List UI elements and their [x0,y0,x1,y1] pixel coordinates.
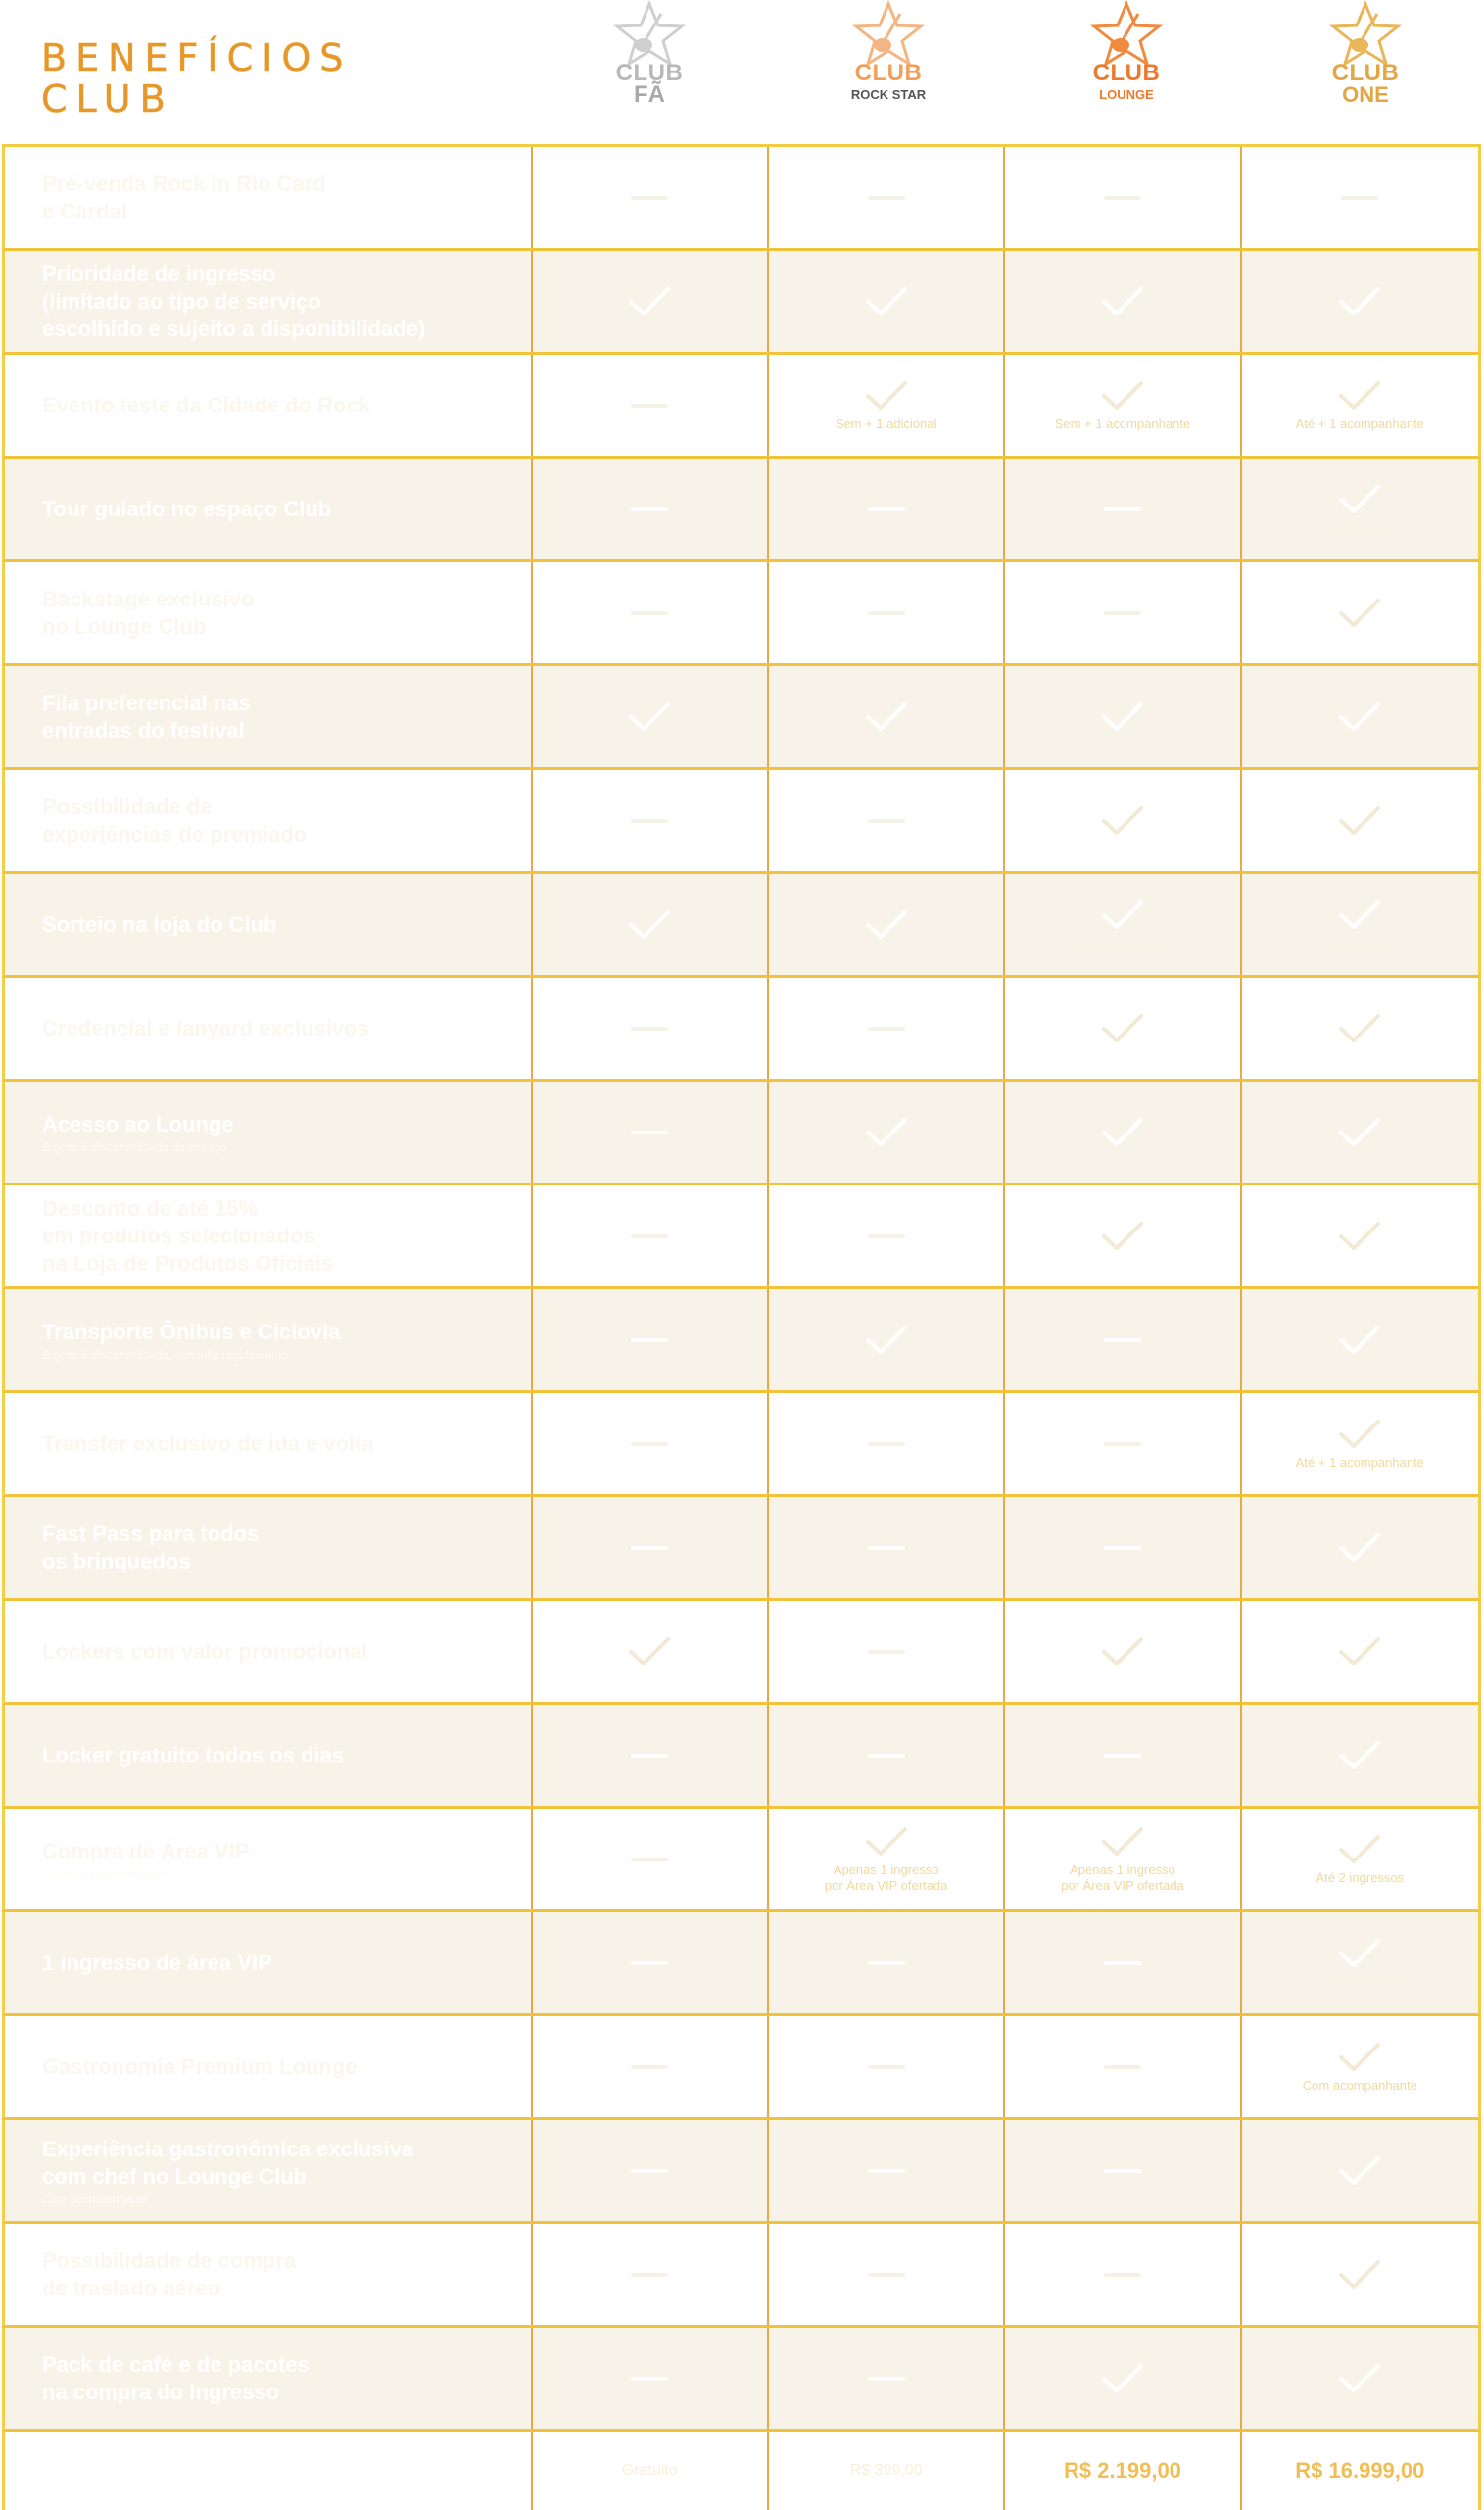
plan-tier: LOUNGE [1099,87,1154,102]
table-row [2,1289,1481,1393]
benefit-cell [769,770,1005,871]
table-row [2,2328,1481,2432]
benefit-label: Fila preferencial nas entradas do festival [42,690,251,743]
check-icon [627,285,672,318]
benefit-note: Sujeito à disponibilidade, consulte regulamento [42,1347,288,1362]
benefit-cell [1242,1082,1478,1183]
cell-note: Apenas 1 ingresso por Área VIP ofertada [1061,1861,1184,1893]
benefit-cell [1005,1393,1241,1494]
benefit-cell [769,1601,1005,1702]
dash-icon [631,404,668,408]
benefit-cell [533,562,769,663]
benefit-cell [533,978,769,1079]
dash-icon [631,1234,668,1238]
benefit-label: Fast Pass para todos os brinquedos [42,1520,260,1573]
dash-icon [631,507,668,511]
benefit-cell [1005,459,1241,559]
plan-tier: ONE [1342,82,1389,107]
cell-note: Apenas 1 ingresso por Área VIP ofertada [824,1861,948,1893]
check-icon [1337,2154,1382,2188]
check-icon [864,1116,909,1149]
check-icon [864,908,909,941]
benefit-cell [1005,1185,1241,1286]
benefit-cell [769,1809,1005,1909]
benefit-label-cell [5,874,533,975]
dash-icon [631,1858,668,1861]
benefit-label: Transfer exclusivo de ida e volta [42,1430,374,1456]
dash-icon [1104,1546,1141,1550]
star-guitar-icon [849,0,928,69]
dash-icon [1341,196,1378,200]
check-icon [1100,1012,1145,1045]
benefit-cell [1005,2016,1241,2117]
plan-logo-1 [531,0,768,143]
benefit-cell [1005,1289,1241,1390]
benefit-cell [1242,147,1478,248]
plan-price: R$ 2.199,00 [1064,2458,1181,2483]
benefit-label: Sorteio na loja do Club [42,911,277,937]
dash-icon [868,611,905,615]
benefit-cell [1005,978,1241,1079]
dash-icon [1104,611,1141,615]
benefit-cell [1242,1497,1478,1598]
dash-icon [868,2169,905,2173]
table-row [2,1601,1481,1705]
dash-icon [631,2273,668,2277]
benefit-cell [769,1912,1005,2013]
benefit-cell [533,1185,769,1286]
table-row [2,770,1481,874]
benefit-cell [1005,147,1241,248]
benefit-label-cell [5,978,533,1079]
plan-price: R$ 399,00 [849,2462,923,2479]
benefit-label: Lockers com valor promocional [42,1638,368,1664]
benefit-cell [1005,2120,1241,2221]
benefit-label-cell [5,251,533,352]
dash-icon [1104,1442,1141,1446]
dash-icon [868,2065,905,2069]
check-icon [1337,379,1382,412]
benefit-label: Evento teste da Cidade do Rock [42,392,370,417]
table-row [2,1705,1481,1809]
check-icon [1337,1116,1382,1149]
benefit-cell [1242,562,1478,663]
benefit-label-cell [5,459,533,559]
benefit-cell [1005,1809,1241,1909]
plan-name: CLUB [615,60,684,86]
benefit-label: Credencial e lanyard exclusivos [42,1015,369,1040]
benefit-cell [769,251,1005,352]
benefit-cell [1242,1809,1478,1909]
benefit-cell [1242,459,1478,559]
benefit-label: Compra de Área VIP [42,1838,250,1863]
benefit-label-cell [5,562,533,663]
benefit-cell [533,459,769,559]
benefit-cell [1242,2328,1478,2429]
price-cell [769,2432,1005,2510]
plan-name: CLUB [1092,60,1161,86]
dash-icon [868,1546,905,1550]
table-row [2,147,1481,251]
check-icon [1100,1825,1145,1858]
benefit-label-cell [5,770,533,871]
check-icon [1337,2362,1382,2395]
benefit-cell [533,1289,769,1390]
header [0,0,1484,143]
benefit-cell [1242,1912,1478,2013]
benefit-label: Gastronomia Premium Lounge [42,2053,358,2079]
dash-icon [1104,196,1141,200]
benefit-cell [533,1601,769,1702]
table-row [2,874,1481,978]
benefit-note: Sujeito à disponibilidade de espaço [42,1139,227,1154]
benefit-cell [1242,874,1478,975]
dash-icon [1104,1338,1141,1342]
cell-note: Com acompanhante [1302,519,1417,535]
dash-icon [1104,2065,1141,2069]
benefit-cell [769,1289,1005,1390]
dash-icon [631,1131,668,1134]
table-row [2,1809,1481,1912]
dash-icon [631,611,668,615]
dash-icon [868,1027,905,1031]
benefit-cell [769,874,1005,975]
check-icon [1337,1531,1382,1565]
benefit-label-cell [5,1912,533,2013]
benefit-cell [1242,1185,1478,1286]
benefit-label-cell [5,2328,533,2429]
table-row [2,251,1481,355]
benefit-cell [533,2120,769,2221]
check-icon [1100,700,1145,734]
benefit-label: Transporte Ônibus e Ciclovia [42,1319,341,1344]
check-icon [1337,1833,1382,1866]
benefit-label-cell [5,1185,533,1286]
check-icon [1100,2362,1145,2395]
benefit-label: 1 ingresso de área VIP [42,1950,272,1975]
cell-note: Sem + 1 acompanhante [1054,415,1191,431]
dash-icon [868,2377,905,2381]
benefits-table [2,144,1481,2510]
price-cell [1242,2432,1478,2510]
plan-name: CLUB [1331,60,1400,86]
cell-note: Com acompanhante [1302,1973,1417,1989]
plan-price: Gratuito [621,2462,678,2479]
benefit-cell [533,147,769,248]
check-icon [1337,483,1382,516]
plan-tier: FÃ [634,81,665,108]
dash-icon [631,1027,668,1031]
benefit-cell [769,562,1005,663]
dash-icon [868,819,905,823]
benefit-cell [1005,874,1241,975]
check-icon [627,908,672,941]
benefit-cell [533,666,769,767]
benefit-cell [533,1497,769,1598]
benefit-note: Sujeito à disponibilidade [42,1866,169,1881]
dash-icon [631,2169,668,2173]
benefit-label: Desconto de até 15% em produtos selecionados na Loja de Produtos Oficiais [42,1195,334,1276]
check-icon [627,1635,672,1668]
benefit-cell [769,355,1005,456]
benefit-label-cell [5,2016,533,2117]
benefit-label: Tour guiado no espaço Club [42,496,332,521]
benefit-cell [769,2224,1005,2325]
dash-icon [1104,507,1141,511]
dash-icon [631,1546,668,1550]
benefit-cell [1005,2328,1241,2429]
cell-note: Com acompanhante [1302,2077,1417,2093]
plan-logo-3 [1008,0,1245,143]
dash-icon [868,2273,905,2277]
benefit-cell [533,1393,769,1494]
benefit-label-cell [5,2120,533,2221]
check-icon [1337,700,1382,734]
table-row [2,1393,1481,1497]
check-icon [864,1324,909,1357]
check-icon [1337,1635,1382,1668]
benefit-cell [1242,2224,1478,2325]
cell-note: Até + 1 acompanhante [1295,1454,1424,1470]
check-icon [1337,804,1382,838]
benefit-label-cell [5,1393,533,1494]
check-icon [1337,2258,1382,2292]
benefit-label: Possibilidade de compra de traslado aéreo [42,2247,297,2300]
table-row [2,2120,1481,2224]
plan-logo-2 [770,0,1007,143]
benefit-label-cell [5,1082,533,1183]
benefit-cell [769,2120,1005,2221]
check-icon [864,379,909,412]
benefit-cell [1242,1705,1478,1806]
dash-icon [868,1961,905,1965]
benefit-cell [769,1185,1005,1286]
check-icon [1100,1635,1145,1668]
benefit-cell [1005,2224,1241,2325]
benefit-cell [769,147,1005,248]
check-icon [1337,2041,1382,2074]
cell-note: Com acompanhante [1065,935,1180,950]
benefit-cell [769,1705,1005,1806]
benefit-cell [533,251,769,352]
benefit-cell [769,1393,1005,1494]
benefit-cell [1242,978,1478,1079]
benefit-cell [1005,251,1241,352]
price-cell [533,2432,769,2510]
check-icon [1100,898,1145,932]
benefit-cell [533,2328,769,2429]
check-icon [864,700,909,734]
check-icon [1337,1418,1382,1451]
benefit-cell [769,1497,1005,1598]
dash-icon [1104,1754,1141,1758]
benefit-cell [1005,355,1241,456]
benefit-cell [1242,1601,1478,1702]
dash-icon [1104,2273,1141,2277]
benefit-label-cell [5,355,533,456]
benefit-cell [533,1705,769,1806]
benefit-cell [1242,1289,1478,1390]
benefit-cell [1242,251,1478,352]
dash-icon [631,196,668,200]
benefit-label-cell [5,2224,533,2325]
benefit-label-cell [5,1497,533,1598]
benefit-cell [1005,1497,1241,1598]
cell-note: Com acompanhante [1302,935,1417,950]
benefit-cell [769,978,1005,1079]
check-icon [1100,1220,1145,1253]
benefit-cell [1242,770,1478,871]
benefit-cell [1005,770,1241,871]
star-guitar-icon [610,0,689,69]
plan-logo-4 [1247,0,1484,143]
check-icon [1100,1116,1145,1149]
benefit-label: Prioridade de ingresso (limitado ao tipo de serviço escolhido e sujeito a disponibilidade) [42,261,426,341]
benefit-cell [769,1082,1005,1183]
check-icon [1337,1220,1382,1253]
dash-icon [631,2377,668,2381]
table-row [2,1497,1481,1601]
cell-note: Sem + 1 adicional [835,415,937,431]
check-icon [1337,1012,1382,1045]
dash-icon [631,2065,668,2069]
price-row-spacer [5,2432,533,2510]
benefit-label-cell [5,1809,533,1909]
dash-icon [1104,1961,1141,1965]
cell-note: Até 2 ingressos [1316,1869,1405,1885]
dash-icon [631,1442,668,1446]
dash-icon [631,1961,668,1965]
benefit-cell [533,1082,769,1183]
page-title [41,37,352,120]
benefit-cell [1242,355,1478,456]
benefit-label-cell [5,147,533,248]
benefit-cell [533,1912,769,2013]
table-row [2,978,1481,1082]
star-guitar-icon [1326,0,1405,69]
benefit-cell [533,2016,769,2117]
benefit-cell [1242,666,1478,767]
benefit-cell [769,459,1005,559]
benefit-cell [533,1809,769,1909]
table-row [2,1912,1481,2016]
check-icon [1337,1937,1382,1970]
table-row [2,2016,1481,2120]
cell-note: Até + 1 acompanhante [1295,415,1424,431]
table-row [2,1185,1481,1289]
check-icon [1100,804,1145,838]
dash-icon [631,1754,668,1758]
benefit-cell [769,666,1005,767]
dash-icon [868,507,905,511]
title-line-1: BENEFÍCIOS [41,36,353,79]
price-row [2,2432,1481,2510]
benefit-note: Com acompanhante [42,2192,149,2206]
benefit-cell [1005,1912,1241,2013]
benefit-label: Pack de café e de pacotes na compra do Ingresso [42,2351,310,2404]
dash-icon [868,1234,905,1238]
check-icon [864,285,909,318]
dash-icon [631,1338,668,1342]
benefit-cell [533,2224,769,2325]
benefit-cell [769,2328,1005,2429]
dash-icon [868,1442,905,1446]
table-row [2,355,1481,459]
benefit-label: Backstage exclusivo no Lounge Club [42,586,255,639]
benefit-cell [1005,1705,1241,1806]
check-icon [1100,379,1145,412]
benefit-cell [1005,562,1241,663]
check-icon [1337,898,1382,932]
benefit-label: Locker gratuito todos os dias [42,1742,345,1767]
dash-icon [868,196,905,200]
check-icon [627,700,672,734]
check-icon [1337,1324,1382,1357]
benefit-cell [1005,1082,1241,1183]
check-icon [1337,285,1382,318]
dash-icon [631,819,668,823]
benefit-cell [1005,1601,1241,1702]
dash-icon [868,1650,905,1654]
check-icon [1337,597,1382,630]
table-row [2,666,1481,770]
benefit-cell [533,355,769,456]
plan-tier: ROCK STAR [850,87,927,102]
plan-price: R$ 16.999,00 [1295,2458,1425,2483]
price-cell [1005,2432,1241,2510]
benefit-cell [1005,666,1241,767]
table-row [2,562,1481,666]
benefit-cell [533,874,769,975]
dash-icon [1104,2169,1141,2173]
benefit-cell [1242,2120,1478,2221]
benefit-label: Experiência gastronômica exclusiva com chef no Lounge Club [42,2136,414,2189]
benefit-cell [533,770,769,871]
benefit-label-cell [5,1289,533,1390]
table-row [2,1082,1481,1185]
benefit-cell [1242,1393,1478,1494]
benefit-cell [769,2016,1005,2117]
benefit-label-cell [5,1601,533,1702]
table-row [2,459,1481,562]
star-guitar-icon [1087,0,1166,69]
benefit-label: Acesso ao Lounge [42,1111,234,1136]
benefit-cell [1242,2016,1478,2117]
plan-name: CLUB [854,60,923,86]
check-icon [864,1825,909,1858]
title-line-2: CLUB [41,77,174,121]
check-icon [1100,285,1145,318]
benefit-label-cell [5,666,533,767]
table-row [2,2224,1481,2328]
benefit-label-cell [5,1705,533,1806]
check-icon [1337,1739,1382,1772]
benefit-label: Pré-venda Rock in Rio Card e Cardal [42,170,326,223]
dash-icon [868,1754,905,1758]
benefit-label: Possibilidade de experiências de premiado [42,794,308,846]
